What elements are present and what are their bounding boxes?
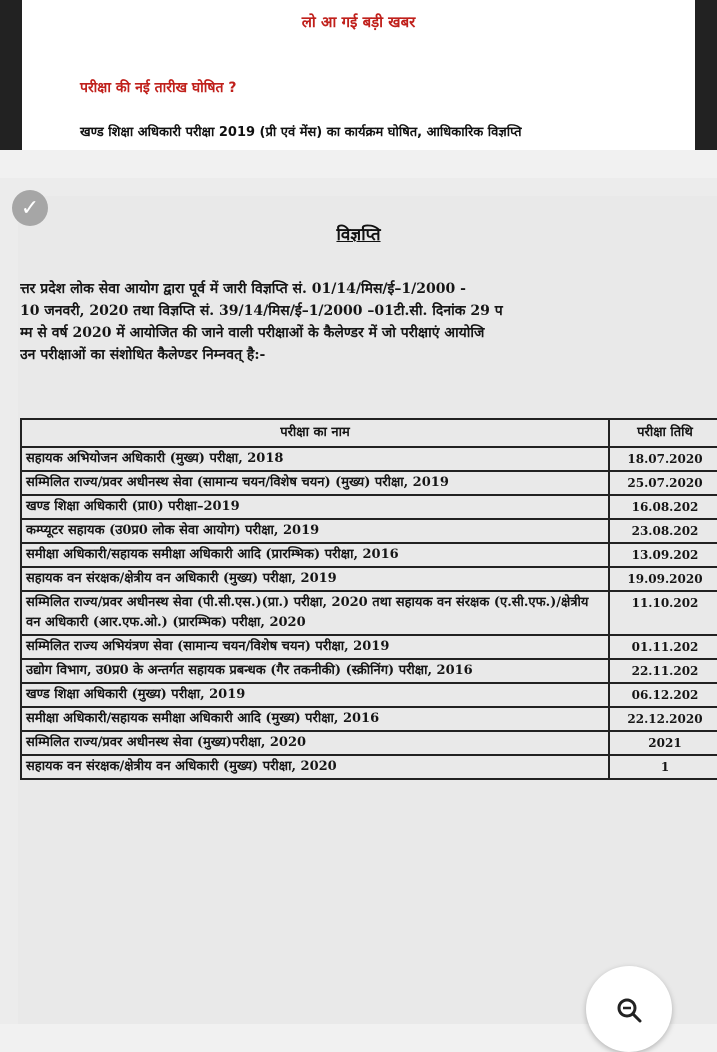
- exam-date-cell: 22.11.202: [609, 659, 717, 683]
- zoom-in-icon: [615, 996, 643, 1024]
- exam-date-cell: 06.12.202: [609, 683, 717, 707]
- exam-date-cell: 1: [609, 755, 717, 779]
- exam-name-cell: सम्मिलित राज्य/प्रवर अधीनस्थ सेवा (मुख्य)परीक्षा, 2020: [21, 731, 609, 755]
- table-row: [21, 635, 717, 659]
- column-header-exam-name: परीक्षा का नाम: [21, 419, 609, 447]
- exam-name-cell: उद्योग विभाग, उ0प्र0 के अन्तर्गत सहायक प्रबन्धक (गैर तकनीकी) (स्क्रीनिंग) परीक्षा, 2016: [21, 659, 609, 683]
- table-row: [21, 543, 717, 567]
- exam-date-cell: 25.07.2020: [609, 471, 717, 495]
- table-row: [21, 519, 717, 543]
- table-row: [21, 567, 717, 591]
- notice-paragraph: [20, 278, 717, 366]
- exam-schedule-table: [20, 418, 717, 780]
- notice-paragraph-line: उन परीक्षाओं का संशोधित कैलेण्डर निम्नवत् है:-: [20, 347, 266, 363]
- exam-date-cell: 18.07.2020: [609, 447, 717, 471]
- table-row: [21, 731, 717, 755]
- exam-date-cell: 19.09.2020: [609, 567, 717, 591]
- table-row: [21, 755, 717, 779]
- check-circle-icon[interactable]: ✓: [12, 190, 48, 226]
- exam-date-cell: 23.08.202: [609, 519, 717, 543]
- column-header-exam-date: परीक्षा तिथि: [609, 419, 717, 447]
- exam-date-cell: 2021: [609, 731, 717, 755]
- exam-name-cell: खण्ड शिक्षा अधिकारी (प्रा0) परीक्षा–2019: [21, 495, 609, 519]
- exam-name-cell: सहायक वन संरक्षक/क्षेत्रीय वन अधिकारी (मुख्य) परीक्षा, 2019: [21, 567, 609, 591]
- table-header-row: [21, 419, 717, 447]
- table-row: [21, 683, 717, 707]
- exam-name-cell: सहायक अभियोजन अधिकारी (मुख्य) परीक्षा, 2018: [21, 447, 609, 471]
- table-row: [21, 591, 717, 635]
- notice-title: विज्ञप्ति: [336, 225, 381, 245]
- article-card: [0, 0, 717, 150]
- exam-date-cell: 22.12.2020: [609, 707, 717, 731]
- exam-name-cell: सम्मिलित राज्य/प्रवर अधीनस्थ सेवा (पी.सी.एस.)(प्रा.) परीक्षा, 2020 तथा सहायक वन संरक्षक (ए.सी.एफ.)/क्षेत्रीय वन अधिकारी (आर.एफ.ओ.) (प्रारम्भिक) परीक्षा, 2020: [21, 591, 609, 635]
- exam-name-cell: सम्मिलित राज्य अभियंत्रण सेवा (सामान्य चयन/विशेष चयन) परीक्षा, 2019: [21, 635, 609, 659]
- article-headline[interactable]: लो आ गई बड़ी खबर: [301, 13, 416, 31]
- article-subheadline[interactable]: परीक्षा की नई तारीख घोषित ?: [80, 80, 237, 96]
- exam-name-cell: समीक्षा अधिकारी/सहायक समीक्षा अधिकारी आदि (मुख्य) परीक्षा, 2016: [21, 707, 609, 731]
- article-card-inner: [22, 0, 695, 150]
- table-row: [21, 447, 717, 471]
- divider: [0, 150, 717, 178]
- table-row: [21, 659, 717, 683]
- notice-paragraph-line: त्तर प्रदेश लोक सेवा आयोग द्वारा पूर्व में जारी विज्ञप्ति सं. 01/14/मिस/ई–1/2000 -: [20, 281, 466, 297]
- table-row: [21, 495, 717, 519]
- article-description[interactable]: खण्ड शिक्षा अधिकारी परीक्षा 2019 (प्री एवं मेंस) का कार्यक्रम घोषित, आधिकारिक विज्ञप्ति: [80, 125, 522, 140]
- exam-name-cell: समीक्षा अधिकारी/सहायक समीक्षा अधिकारी आदि (प्रारम्भिक) परीक्षा, 2016: [21, 543, 609, 567]
- table-row: [21, 471, 717, 495]
- exam-date-cell: 13.09.202: [609, 543, 717, 567]
- exam-name-cell: सहायक वन संरक्षक/क्षेत्रीय वन अधिकारी (मुख्य) परीक्षा, 2020: [21, 755, 609, 779]
- exam-name-cell: सम्मिलित राज्य/प्रवर अधीनस्थ सेवा (सामान्य चयन/विशेष चयन) (मुख्य) परीक्षा, 2019: [21, 471, 609, 495]
- notice-paragraph-line: म्म से वर्ष 2020 में आयोजित की जाने वाली परीक्षाओं के कैलेण्डर में जो परीक्षाएं आयोजि: [20, 325, 485, 341]
- exam-name-cell: खण्ड शिक्षा अधिकारी (मुख्य) परीक्षा, 2019: [21, 683, 609, 707]
- exam-name-cell: कम्प्यूटर सहायक (उ0प्र0 लोक सेवा आयोग) परीक्षा, 2019: [21, 519, 609, 543]
- exam-date-cell: 01.11.202: [609, 635, 717, 659]
- notice-paragraph-line: 10 जनवरी, 2020 तथा विज्ञप्ति सं. 39/14/मिस/ई–1/2000 –01टी.सी. दिनांक 29 प: [20, 303, 503, 319]
- exam-date-cell: 16.08.202: [609, 495, 717, 519]
- exam-date-cell: 11.10.202: [609, 591, 717, 635]
- table-row: [21, 707, 717, 731]
- zoom-button[interactable]: [586, 966, 672, 1052]
